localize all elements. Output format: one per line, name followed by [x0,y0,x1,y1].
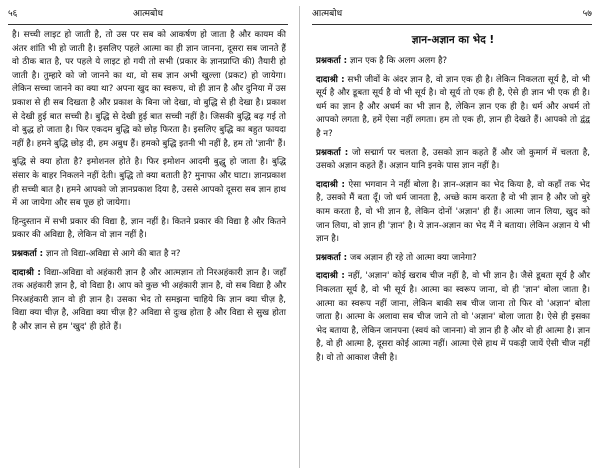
speaker-label: प्रश्नकर्ता : [316,56,348,66]
dialogue-paragraph: प्रश्नकर्ता : ज्ञान एक है कि अलग अलग है? [316,56,448,66]
dialogue-paragraph: दादाश्री : विद्या-अविद्या वो अहंकारी ज्ञान है और आत्मज्ञान तो निरअहंकारी ज्ञान है। जहाँ तक अहंकारी ज्ञान है, वो विद्या है। आप को कुछ भी अहंकारी ज्ञान है, वो सब विद्या है और निरअहंकारी ज्ञान वो ही ज्ञान है। उसका भेद तो समझना चाहिये कि ज्ञान क्या चीज़ है, विद्या क्या चीज़ है, अविद्या क्या चीज़ है? अविद्या से दुःख होता है और विद्या से सुख होता है और ज्ञान से हम 'खुद' ही होते हैं। [12,267,286,332]
dialogue-paragraph: प्रश्नकर्ता : जब अज्ञान ही रहे तो आत्मा क्या जानेगा? [316,252,477,263]
left-page-header [8,6,288,25]
dialogue-paragraph: दादाश्री : ऐसा भगवान ने नहीं बोला है। ज्ञान-अज्ञान का भेद किया है, वो कहाँ तक भेद है, उसको मैं बता दूँ। जो धर्म जानता है, अच्छे काम करता है वो भी ज्ञान है और जो बुरे काम करता है, वो भी ज्ञान है, लेकिन दोनों 'अज्ञान' ही हैं। आत्मा जान लिया, खुद को जान लिया, वो ज्ञान ही 'ज्ञान' है। ये ज्ञान-अज्ञान का भेद मैं ने बताया। लेकिन अज्ञान ये भी ज्ञान है। [316,179,590,245]
left-page [0,0,296,474]
dialogue-paragraph: दादाश्री : नहीं, 'अज्ञान' कोई खराब चीज नहीं है, वो भी ज्ञान है। जैसे डूबता सूर्य है और निकलता सूर्य है, वो भी सूर्य है। आत्मा का स्वरूप जाना, वो ही 'ज्ञान' बोला जाता है। आत्मा का स्वरूप नहीं जाना, लेकिन बाकी सब चीज जाना तो फिर वो 'अज्ञान' बोला जाता है। आत्मा के अलावा सब चीज जाने तो वो 'अज्ञान' बोला जाता है। ऐसे ही इसका भेद बताया है, लेकिन जानपना (स्वयं को जानना) वो ज्ञान ही है और वो ही आत्मा है। ज्ञान है, वो ही आत्मा है, दूसरा कोई आत्मा नहीं। आत्मा ऐसे हाथ में पकड़ी जायें ऐसी चीज नहीं है। वो तो आकाश जैसी है। [316,271,590,363]
speaker-label: प्रश्नकर्ता : [12,248,44,259]
paragraph: है। सच्ची लाइट हो जाती है, तो उस पर सब को आकर्षण हो जाता है और कायम की अंतर शांति भी हो जाती है। इसलिए पहले आत्मा का ही ज्ञान जानना, दूसरा सब जानते हैं वो ठीक बात है, पर पहले ये लाइट हो गयी तो सभी (प्रकार के ज्ञानप्राप्ति की) तैयारी हो जाती है। तुम्हारे को जो जानने का था, वो सब ज्ञान अभी खुल्ला (प्रकट) हो जायेगा। लेकिन सच्चा जानने का क्या था? अपना खुद का स्वरूप, वो ही ज्ञान है और दुनिया में उस प्रकाश से ही सब दिखता है और प्रकाश के बिना जो देखा, वो बुद्धि से ही देखा है। प्रकाश से देखी हुई बात सच्ची है। बुद्धि से देखी हुई बात सच्ची नहीं है। जिसकी बुद्धि बढ़ गई तो वो बुद्ध हो जाता है। फिर एकदम बुद्धि को छोड़ फिरता है। इसलिए बुद्धि का बहुत फायदा नहीं है। हमने बुद्धि छोड़ दी, हम अबुध हैं। हमको बुद्धि इतनी भी नहीं है, हम तो 'ज्ञानी' हैं। [12,30,286,149]
left-page-body [0,25,296,334]
speaker-label: दादाश्री : [316,179,345,190]
right-page-number: ५७ [582,9,592,19]
page-gutter [299,6,300,468]
right-page-header [312,6,592,25]
speaker-label: दादाश्री : [316,74,345,85]
chapter-title: ज्ञान-अज्ञान का भेद ! [411,34,495,46]
speaker-label: दादाश्री : [316,271,345,282]
dialogue-paragraph: प्रश्नकर्ता : ज्ञान तो विद्या-अविद्या से आगे की बात है न? [12,248,181,259]
right-page-body [304,25,600,365]
paragraph: हिन्दुस्तान में सभी प्रकार की विद्या है, ज्ञान नहीं है। कितने प्रकार की विद्या है और कितने प्रकार की अविद्या है, लेकिन वो ज्ञान नहीं है। [12,216,286,241]
left-page-number: ५६ [8,9,18,19]
dialogue-paragraph: दादाश्री : सभी जीवों के अंदर ज्ञान है, वो ज्ञान एक ही है। लेकिन निकलता सूर्य है, वो भी सूर्य है और डूबता सूर्य है वो भी सूर्य है। वो सूर्य तो एक ही है, ऐसे ही ज्ञान भी एक ही है। धर्म का ज्ञान है और अधर्म का भी ज्ञान है, लेकिन ज्ञान एक ही है। धर्म और अधर्म तो आपको लगता है, हमें ऐसा नहीं लगता। हम तो एक ही, ज्ञान ही देखते हैं। आपको तो द्वंद्व है न? [316,74,590,139]
right-running-title: आत्मबोध [312,9,343,19]
speaker-label: प्रश्नकर्ता : [316,147,349,158]
speaker-label: प्रश्नकर्ता : [316,252,348,263]
speaker-label: दादाश्री : [12,267,41,278]
dialogue-paragraph: प्रश्नकर्ता : जो सद्मार्ग पर चलता है, उसको ज्ञान कहते हैं और जो कुमार्ग में चलता है, उसको अज्ञान कहते हैं। अज्ञान यानि इनके पास ज्ञान नहीं है। [316,147,590,172]
left-running-title: आत्मबोध [132,9,164,19]
paragraph: बुद्धि से क्या होता है? इमोशनल होते है। फिर इमोशन आदमी बुद्धु हो जाता है। बुद्धि संसार के बाहर निकलने नहीं देती। बुद्धि तो क्या बताती है? मुनाफा और घाटा। ज्ञानप्रकाश ही सच्ची बात है। हमने आपको जो ज्ञानप्रकाश दिया है, उससे आपको दूसरा सब ज्ञान हाथ में आ जायेगा और सब पूछ हो जायेगा। [12,157,286,209]
right-page [304,0,600,474]
